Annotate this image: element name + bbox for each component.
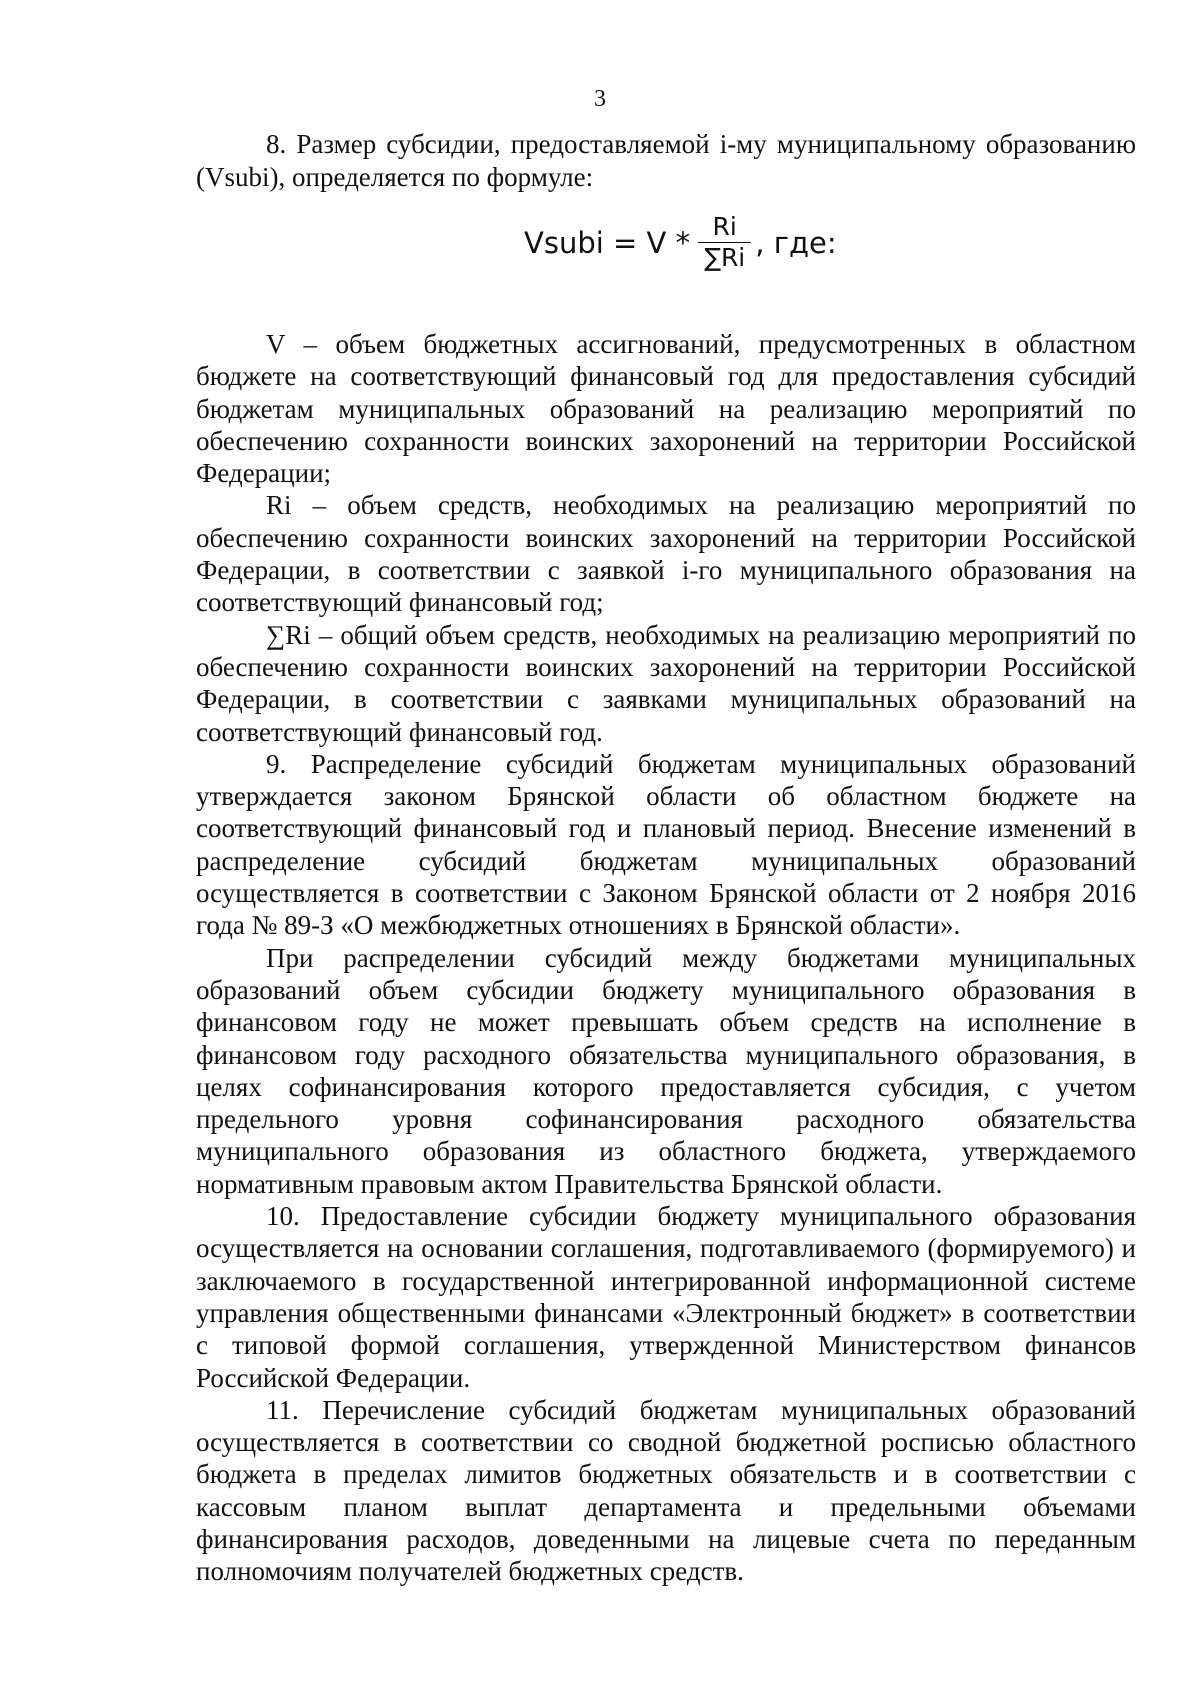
paragraph-ri-definition: Ri – объем средств, необходимых на реализацию мероприятий по обеспечению сохранности воинских захоронений на территории Российской Федерации, в соответствии с заявкой i-го муниципального образования на соответствующий финансовый год; (196, 490, 1136, 618)
paragraph-sum-ri-definition: ∑Ri – общий объем средств, необходимых на реализацию мероприятий по обеспечению сохранности воинских захоронений на территории Российской Федерации, в соответствии с заявками муниципальных образований на соответствующий финансовый год. (196, 619, 1136, 747)
paragraph-item-11: 11. Перечисление субсидий бюджетам муниципальных образований осуществляется в соответствии со сводной бюджетной росписью областного бюджета в пределах лимитов бюджетных обязательств и в соответствии с кассовым планом выплат департамента и предельными объемами финансирования расходов, доведенными на лицевые счета по переданным полномочиям получателей бюджетных средств. (196, 1394, 1136, 1587)
document-body (196, 328, 1136, 1588)
formula (524, 212, 837, 273)
paragraph-item-9: 9. Распределение субсидий бюджетам муниципальных образований утверждается законом Брянской области об областном бюджете на соответствующий финансовый год и плановый период. Внесение изменений в распределение субсидий бюджетам муниципальных образований осуществляется в соответствии с Законом Брянской области от 2 ноября 2016 года № 89-З «О межбюджетных отношениях в Брянской области». (196, 748, 1136, 941)
formula-tail: , где: (755, 225, 837, 260)
formula-fraction (698, 212, 751, 273)
page-number: 3 (594, 86, 606, 112)
formula-lhs: Vsubi = V * (524, 225, 691, 260)
paragraph-distribution-limit: При распределении субсидий между бюджетами муниципальных образований объем субсидии бюджету муниципального образования в финансовом году не может превышать объем средств на исполнение в финансовом году расходного обязательства муниципального образования, в целях софинансирования которого предоставляется субсидия, с учетом предельного уровня софинансирования расходного обязательства муниципального образования из областного бюджета, утверждаемого нормативным правовым актом Правительства Брянской области. (196, 942, 1136, 1199)
paragraph-v-definition: V – объем бюджетных ассигнований, предусмотренных в областном бюджете на соответствующий финансовый год для предоставления субсидий бюджетам муниципальных образований на реализацию мероприятий по обеспечению сохранности воинских захоронений на территории Российской Федерации; (196, 329, 1136, 489)
intro-section (196, 128, 1136, 193)
intro-paragraph: 8. Размер субсидии, предоставляемой i-му муниципальному образованию (Vsubi), определяется по формуле: (196, 129, 1136, 192)
formula-denominator: ∑Ri (698, 242, 751, 273)
paragraph-item-10: 10. Предоставление субсидии бюджету муниципального образования осуществляется на основании соглашения, подготавливаемого (формируемого) и заключаемого в государственной интегрированной информационной системе управления общественными финансами «Электронный бюджет» в соответствии с типовой формой соглашения, утвержденной Министерством финансов Российской Федерации. (196, 1201, 1136, 1393)
formula-numerator: Ri (712, 212, 737, 241)
